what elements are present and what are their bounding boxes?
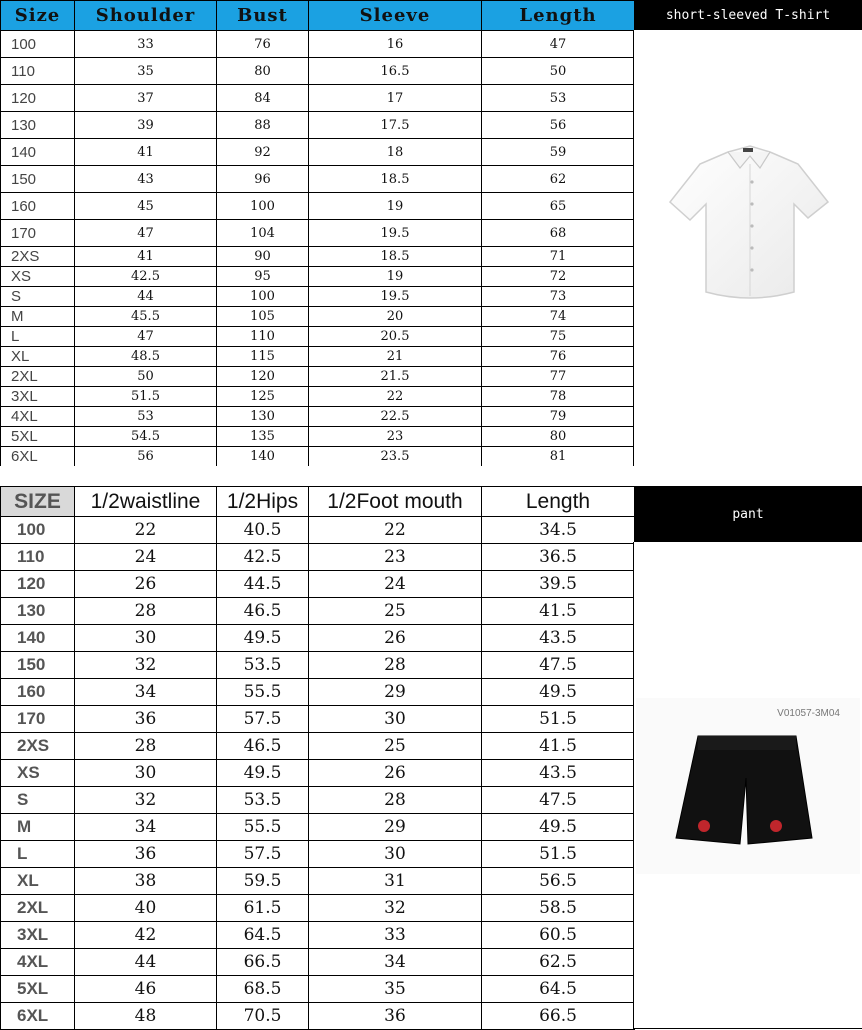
pant-row [1,895,635,922]
pant-row [1,679,635,706]
shirt-value-cell: 16.5 [309,58,482,85]
shirt-size-cell: 130 [1,112,75,139]
shirt-value-cell: 39 [75,112,217,139]
shirt-value-cell: 140 [217,447,309,467]
pant-value-cell: 55.5 [217,814,309,841]
shirt-size-cell: M [1,307,75,327]
shirt-value-cell: 110 [217,327,309,347]
pant-value-cell: 34 [75,679,217,706]
pant-header-hips: 1/2Hips [217,487,309,517]
shirt-section-title: short-sleeved T-shirt [634,0,862,30]
pant-size-cell: 170 [1,706,75,733]
pant-size-cell: 150 [1,652,75,679]
shirt-row [1,427,635,447]
pant-value-cell: 28 [309,652,482,679]
pant-value-cell: 53.5 [217,787,309,814]
pant-header-foot-mouth: 1/2Foot mouth [309,487,482,517]
pant-value-cell: 42 [75,922,217,949]
shirt-value-cell: 115 [217,347,309,367]
pant-value-cell: 29 [309,814,482,841]
shirt-value-cell: 33 [75,31,217,58]
pant-size-cell: 100 [1,517,75,544]
shirt-value-cell: 74 [482,307,635,327]
pant-size-cell: S [1,787,75,814]
pant-value-cell: 30 [75,625,217,652]
pant-product-image [636,698,860,874]
pant-value-cell: 51.5 [482,706,635,733]
shirt-row [1,220,635,247]
shirt-row [1,447,635,467]
pant-size-cell: 110 [1,544,75,571]
pant-value-cell: 70.5 [217,1003,309,1030]
shirt-row [1,112,635,139]
pant-value-cell: 24 [75,544,217,571]
shirt-value-cell: 41 [75,139,217,166]
pant-value-cell: 46.5 [217,598,309,625]
pant-row [1,841,635,868]
shirt-value-cell: 50 [75,367,217,387]
pant-value-cell: 41.5 [482,733,635,760]
shirt-size-cell: 6XL [1,447,75,467]
shirt-product-image [666,142,832,312]
pant-size-cell: L [1,841,75,868]
pant-value-cell: 56.5 [482,868,635,895]
pant-value-cell: 48 [75,1003,217,1030]
pant-value-cell: 61.5 [217,895,309,922]
shirt-row [1,407,635,427]
shirt-value-cell: 17.5 [309,112,482,139]
shirt-row [1,387,635,407]
shirt-value-cell: 59 [482,139,635,166]
pant-value-cell: 36.5 [482,544,635,571]
shirt-value-cell: 100 [217,193,309,220]
pant-row [1,517,635,544]
shirt-value-cell: 65 [482,193,635,220]
shirt-value-cell: 37 [75,85,217,112]
shirt-value-cell: 35 [75,58,217,85]
pant-size-cell: 2XS [1,733,75,760]
pant-size-cell: 130 [1,598,75,625]
shirt-row [1,58,635,85]
shirt-size-cell: 3XL [1,387,75,407]
shirt-value-cell: 105 [217,307,309,327]
shirt-value-cell: 53 [482,85,635,112]
pant-row [1,787,635,814]
pant-value-cell: 30 [75,760,217,787]
shirt-size-cell: 100 [1,31,75,58]
pant-value-cell: 53.5 [217,652,309,679]
pant-value-cell: 26 [309,625,482,652]
pant-value-cell: 33 [309,922,482,949]
shirt-value-cell: 75 [482,327,635,347]
shirt-value-cell: 84 [217,85,309,112]
pant-value-cell: 46 [75,976,217,1003]
pant-value-cell: 26 [309,760,482,787]
shirt-value-cell: 88 [217,112,309,139]
shirt-value-cell: 81 [482,447,635,467]
shirt-row [1,347,635,367]
shirt-value-cell: 130 [217,407,309,427]
shirt-value-cell: 18 [309,139,482,166]
pant-value-cell: 66.5 [217,949,309,976]
shirt-row [1,166,635,193]
pant-size-cell: 4XL [1,949,75,976]
shirt-row [1,307,635,327]
shirt-value-cell: 44 [75,287,217,307]
shirt-value-cell: 21 [309,347,482,367]
shirt-row [1,367,635,387]
pant-size-cell: XS [1,760,75,787]
shirt-value-cell: 120 [217,367,309,387]
pant-value-cell: 24 [309,571,482,598]
shirt-row [1,267,635,287]
shirt-value-cell: 50 [482,58,635,85]
pant-value-cell: 34 [309,949,482,976]
pant-row [1,922,635,949]
shirt-header-sleeve: Sleeve [309,1,482,31]
pant-value-cell: 36 [75,706,217,733]
pant-row [1,544,635,571]
shirt-value-cell: 135 [217,427,309,447]
pant-value-cell: 40 [75,895,217,922]
shirt-size-cell: 110 [1,58,75,85]
shirt-value-cell: 104 [217,220,309,247]
pant-size-cell: 160 [1,679,75,706]
pant-value-cell: 47.5 [482,787,635,814]
shirt-value-cell: 78 [482,387,635,407]
shirt-row [1,85,635,112]
shirt-header-size: Size [1,1,75,31]
shirt-value-cell: 95 [217,267,309,287]
shirt-row [1,31,635,58]
shirt-size-cell: XL [1,347,75,367]
product-code-label: V01057-3M04 [777,708,840,719]
pant-value-cell: 22 [309,517,482,544]
shirt-value-cell: 22.5 [309,407,482,427]
pant-value-cell: 68.5 [217,976,309,1003]
shorts-illustration [636,698,860,874]
pant-row [1,760,635,787]
pant-value-cell: 36 [309,1003,482,1030]
shirt-value-cell: 23.5 [309,447,482,467]
shirt-row [1,287,635,307]
pant-value-cell: 26 [75,571,217,598]
shirt-value-cell: 80 [217,58,309,85]
pant-value-cell: 36 [75,841,217,868]
pant-value-cell: 39.5 [482,571,635,598]
pant-row [1,598,635,625]
pant-value-cell: 58.5 [482,895,635,922]
pant-size-cell: 3XL [1,922,75,949]
shirt-value-cell: 77 [482,367,635,387]
shirt-size-cell: L [1,327,75,347]
shirt-header-bust: Bust [217,1,309,31]
pant-value-cell: 41.5 [482,598,635,625]
pant-size-table [0,486,635,1030]
shirt-row [1,247,635,267]
section-divider [0,466,862,486]
shirt-value-cell: 20 [309,307,482,327]
shirt-value-cell: 100 [217,287,309,307]
pant-value-cell: 28 [309,787,482,814]
pant-value-cell: 49.5 [217,760,309,787]
shirt-value-cell: 42.5 [75,267,217,287]
shirt-value-cell: 47 [75,327,217,347]
pant-value-cell: 34 [75,814,217,841]
pant-value-cell: 60.5 [482,922,635,949]
pant-row [1,652,635,679]
pant-value-cell: 29 [309,679,482,706]
pant-value-cell: 57.5 [217,841,309,868]
pant-row [1,1003,635,1030]
shirt-size-cell: 140 [1,139,75,166]
pant-value-cell: 46.5 [217,733,309,760]
pant-value-cell: 23 [309,544,482,571]
pant-header-waistline: 1/2waistline [75,487,217,517]
pant-value-cell: 40.5 [217,517,309,544]
shirt-size-cell: 2XL [1,367,75,387]
shirt-value-cell: 48.5 [75,347,217,367]
shirt-value-cell: 76 [217,31,309,58]
pant-value-cell: 30 [309,841,482,868]
shirt-value-cell: 45.5 [75,307,217,327]
shirt-value-cell: 53 [75,407,217,427]
pant-row [1,706,635,733]
shirt-size-cell: 5XL [1,427,75,447]
pant-value-cell: 32 [75,787,217,814]
pant-value-cell: 57.5 [217,706,309,733]
pant-value-cell: 44.5 [217,571,309,598]
pant-row [1,949,635,976]
pant-size-cell: M [1,814,75,841]
shirt-header-row [1,1,635,31]
pant-row [1,625,635,652]
shirt-header-shoulder: Shoulder [75,1,217,31]
shirt-size-cell: S [1,287,75,307]
pant-value-cell: 64.5 [482,976,635,1003]
pant-value-cell: 22 [75,517,217,544]
shirt-value-cell: 125 [217,387,309,407]
shirt-value-cell: 62 [482,166,635,193]
pant-value-cell: 51.5 [482,841,635,868]
shirt-size-cell: 160 [1,193,75,220]
shirt-size-cell: 150 [1,166,75,193]
shirt-value-cell: 18.5 [309,166,482,193]
shirt-size-cell: 2XS [1,247,75,267]
pant-value-cell: 28 [75,598,217,625]
shirt-value-cell: 80 [482,427,635,447]
shirt-value-cell: 96 [217,166,309,193]
pant-size-cell: 2XL [1,895,75,922]
pant-size-cell: 140 [1,625,75,652]
shirt-value-cell: 17 [309,85,482,112]
shirt-value-cell: 54.5 [75,427,217,447]
pant-value-cell: 38 [75,868,217,895]
shirt-value-cell: 19.5 [309,220,482,247]
pant-size-cell: 5XL [1,976,75,1003]
shirt-value-cell: 18.5 [309,247,482,267]
shirt-value-cell: 23 [309,427,482,447]
pant-value-cell: 43.5 [482,760,635,787]
shirt-value-cell: 19 [309,193,482,220]
pant-row [1,868,635,895]
pant-value-cell: 30 [309,706,482,733]
shirt-value-cell: 72 [482,267,635,287]
shirt-value-cell: 79 [482,407,635,427]
pant-value-cell: 35 [309,976,482,1003]
pant-value-cell: 32 [309,895,482,922]
pant-value-cell: 64.5 [217,922,309,949]
pant-value-cell: 34.5 [482,517,635,544]
pant-value-cell: 47.5 [482,652,635,679]
pant-row [1,976,635,1003]
shirt-size-cell: 120 [1,85,75,112]
pant-value-cell: 32 [75,652,217,679]
pant-section-title: pant [634,486,862,542]
pant-value-cell: 28 [75,733,217,760]
pant-value-cell: 25 [309,733,482,760]
shirt-value-cell: 92 [217,139,309,166]
shirt-value-cell: 73 [482,287,635,307]
pant-header-length: Length [482,487,635,517]
pant-value-cell: 49.5 [482,814,635,841]
pant-value-cell: 49.5 [217,625,309,652]
shirt-value-cell: 45 [75,193,217,220]
shirt-size-table [0,0,635,467]
shirt-size-cell: 4XL [1,407,75,427]
shirt-header-length: Length [482,1,635,31]
shirt-row [1,193,635,220]
pant-row [1,571,635,598]
shirt-size-cell: 170 [1,220,75,247]
pant-value-cell: 55.5 [217,679,309,706]
pant-size-cell: XL [1,868,75,895]
pant-header-row [1,487,635,517]
shirt-value-cell: 47 [482,31,635,58]
shirt-value-cell: 47 [75,220,217,247]
shirt-value-cell: 19.5 [309,287,482,307]
pant-value-cell: 66.5 [482,1003,635,1030]
pant-value-cell: 44 [75,949,217,976]
shirt-row [1,327,635,347]
pant-size-cell: 6XL [1,1003,75,1030]
pant-size-cell: 120 [1,571,75,598]
shirt-size-cell: XS [1,267,75,287]
shirt-value-cell: 76 [482,347,635,367]
pant-row [1,733,635,760]
shirt-value-cell: 56 [482,112,635,139]
pant-value-cell: 31 [309,868,482,895]
shirt-value-cell: 19 [309,267,482,287]
shirt-row [1,139,635,166]
pant-value-cell: 62.5 [482,949,635,976]
shirt-value-cell: 56 [75,447,217,467]
shirt-value-cell: 90 [217,247,309,267]
shirt-value-cell: 16 [309,31,482,58]
shirt-value-cell: 41 [75,247,217,267]
shirt-value-cell: 20.5 [309,327,482,347]
pant-value-cell: 43.5 [482,625,635,652]
pant-value-cell: 49.5 [482,679,635,706]
pant-value-cell: 42.5 [217,544,309,571]
shirt-value-cell: 51.5 [75,387,217,407]
shirt-value-cell: 43 [75,166,217,193]
shirt-value-cell: 71 [482,247,635,267]
shirt-value-cell: 22 [309,387,482,407]
pant-value-cell: 59.5 [217,868,309,895]
shirt-value-cell: 21.5 [309,367,482,387]
pant-row [1,814,635,841]
shirt-value-cell: 68 [482,220,635,247]
pant-value-cell: 25 [309,598,482,625]
pant-header-size: SIZE [1,487,75,517]
